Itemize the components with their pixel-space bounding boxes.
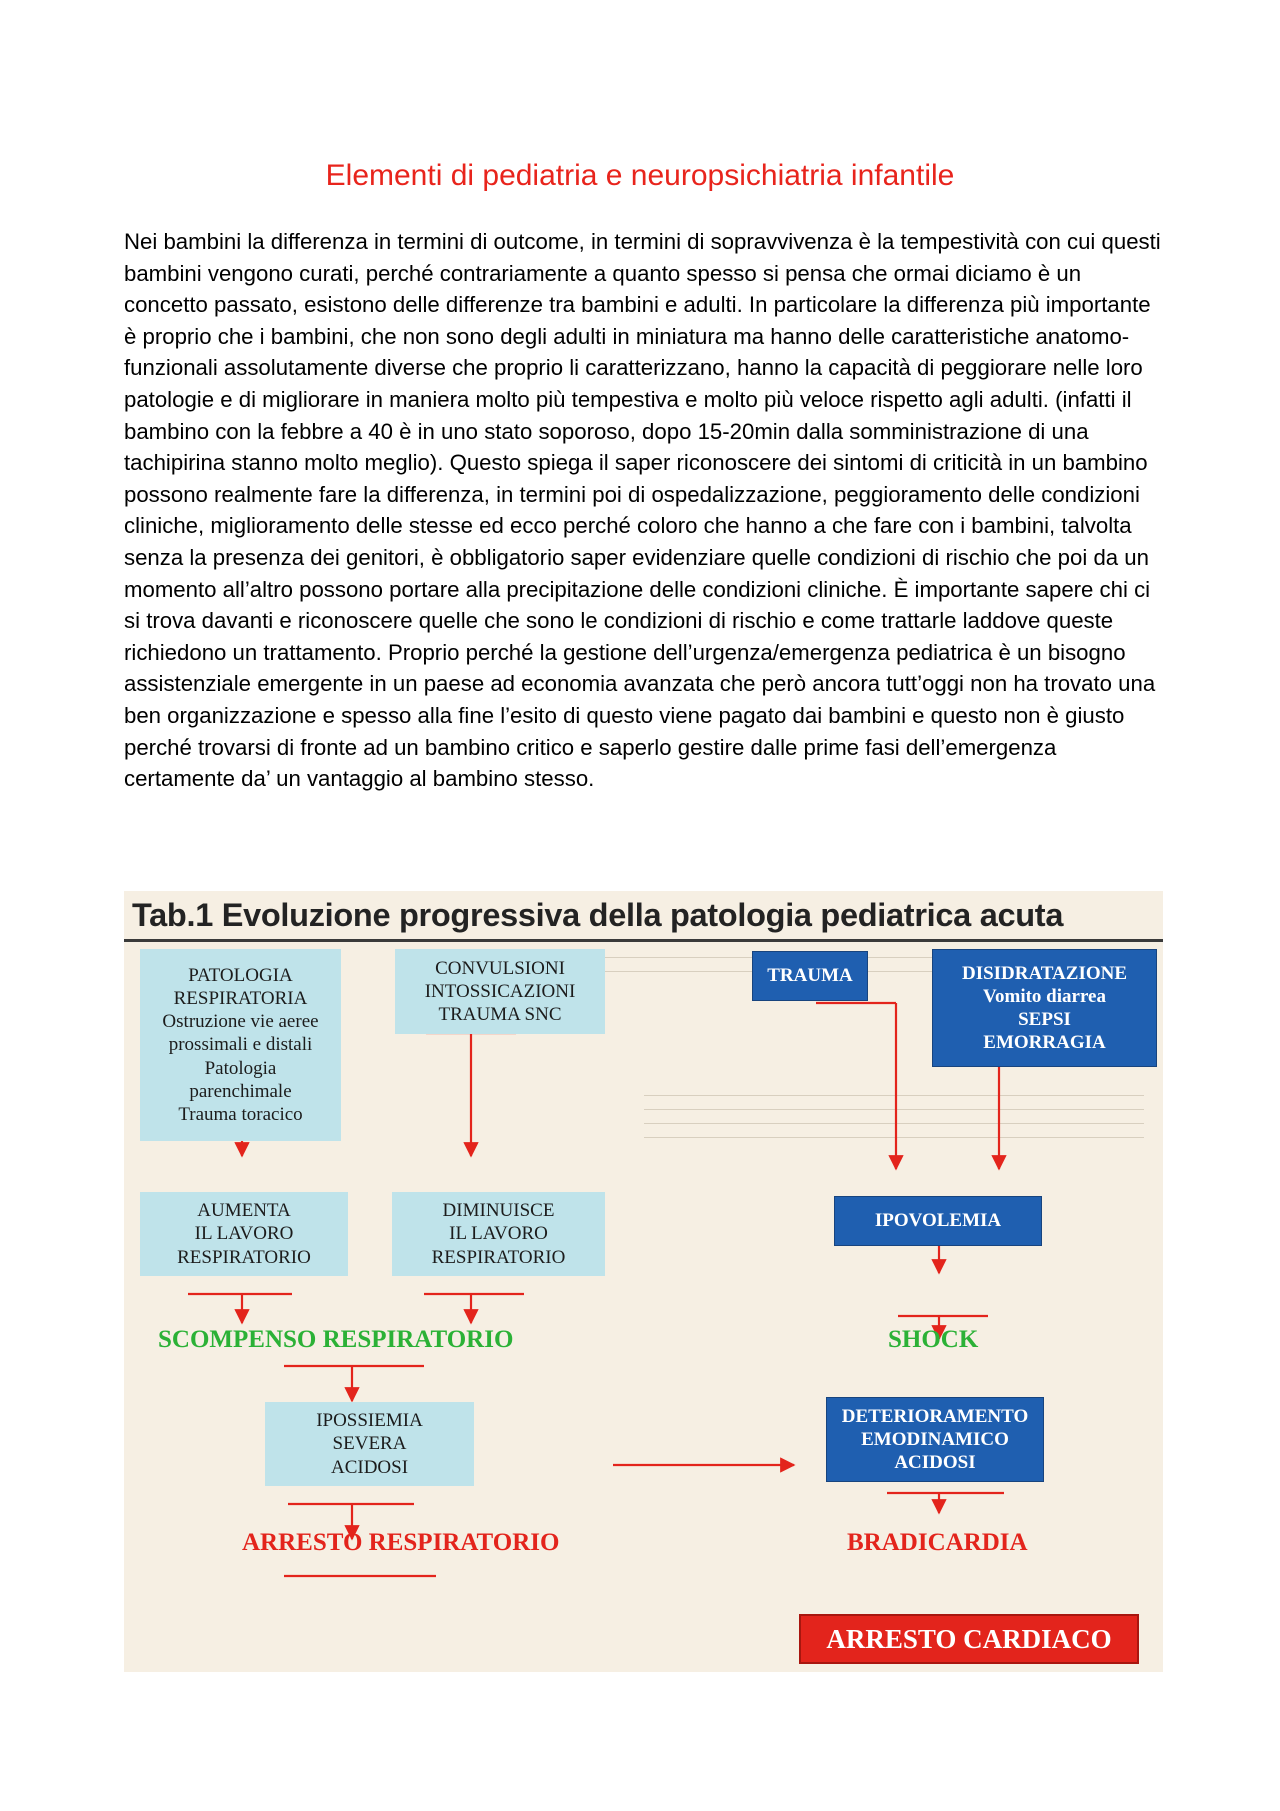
box-patologia-respiratoria: PATOLOGIA RESPIRATORIA Ostruzione vie aeree prossimali e distali Patologia parenchimale Trauma toracico [140,949,341,1141]
label-bradicardia: BRADICARDIA [847,1529,1028,1556]
label-shock: SHOCK [888,1326,979,1353]
box-diminuisce-lavoro: DIMINUISCE IL LAVORO RESPIRATORIO [392,1192,605,1276]
document-body-paragraph: Nei bambini la differenza in termini di outcome, in termini di sopravvivenza è la tempestività con cui questi bambini vengono curati, perché contrariamente a quanto spesso si pensa che ormai diciamo è un concetto passato, esistono delle differenze tra bambini e adulti. In particolare la differenza più importante è proprio che i bambini, che non sono degli adulti in miniatura ma hanno delle caratteristiche anatomo-funzionali assolutamente diverse che proprio li caratterizzano, hanno la capacità di peggiorare nelle loro patologie e di migliorare in maniera molto più tempestiva e molto più veloce rispetto agli adulti. (infatti il bambino con la febbre a 40 è in uno stato soporoso, dopo 15-20min dalla somministrazione di una tachipirina stanno molto meglio). Questo spiega il saper riconoscere dei sintomi di criticità in un bambino possono realmente fare la differenza, in termini poi di ospedalizzazione, peggioramento delle condizioni cliniche, miglioramento delle stesse ed ecco perché coloro che hanno a che fare con i bambini, talvolta senza la presenza dei genitori, è obbligatorio saper evidenziare quelle condizioni di rischio che poi da un momento all’altro possono portare alla precipitazione delle condizioni cliniche. È importante sapere chi ci si trova davanti e riconoscere quelle che sono le condizioni di rischio e come trattarle laddove queste richiedono un trattamento. Proprio perché la gestione dell’urgenza/emergenza pediatrica è un bisogno assistenziale emergente in un paese ad economia avanzata che però ancora tutt’oggi non ha trovato una ben organizzazione e spesso alla fine l’esito di questo viene pagato dai bambini e questo non è giusto perché trovarsi di fronte ad un bambino critico e saperlo gestire dalle prime fasi dell’emergenza certamente da’ un vantaggio al bambino stesso. [124,229,1161,792]
box-arresto-cardiaco: ARRESTO CARDIACO [799,1614,1139,1664]
document-title: Elementi di pediatria e neuropsichiatria infantile [325,159,955,192]
box-disidratazione: DISIDRATAZIONE Vomito diarrea SEPSI EMORRAGIA [932,949,1157,1067]
box-convulsioni: CONVULSIONI INTOSSICAZIONI TRAUMA SNC [395,949,605,1034]
flowchart-figure [124,891,1163,1672]
label-arresto-respiratorio: ARRESTO RESPIRATORIO [242,1529,560,1556]
box-aumenta-lavoro: AUMENTA IL LAVORO RESPIRATORIO [140,1192,348,1276]
box-deterioramento: DETERIORAMENTO EMODINAMICO ACIDOSI [826,1397,1044,1482]
box-ipovolemia: IPOVOLEMIA [834,1196,1042,1246]
box-trauma: TRAUMA [752,951,868,1001]
label-scompenso-respiratorio: SCOMPENSO RESPIRATORIO [158,1326,514,1353]
figure-title: Tab.1 Evoluzione progressiva della patologia pediatrica acuta [132,897,1064,933]
box-ipossiemia: IPOSSIEMIA SEVERA ACIDOSI [265,1402,474,1486]
